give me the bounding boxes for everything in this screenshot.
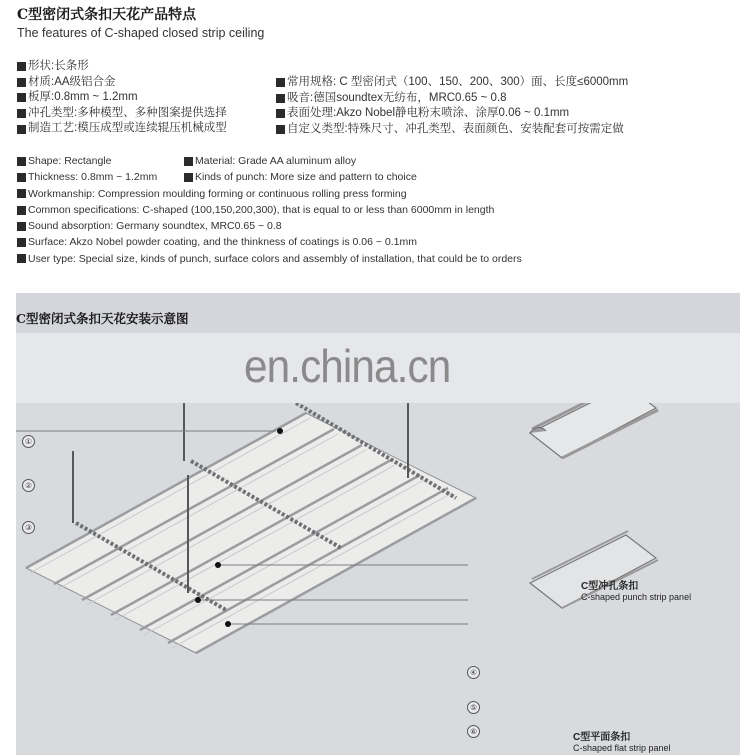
- feature-item: 板厚:0.8mm ~ 1.2mm: [17, 90, 227, 106]
- bullet-square-icon: [276, 109, 285, 118]
- punch-strip-panel-illustration: [530, 403, 658, 458]
- features-en: [17, 153, 522, 267]
- feature-item: 表面处理:Akzo Nobel静电粉末喷涂、涂厚0.06 ~ 0.1mm: [276, 106, 628, 122]
- bullet-square-icon: [17, 93, 26, 102]
- bullet-square-icon: [17, 189, 26, 198]
- feature-item: 吸音:德国soundtex无纺布，MRC0.65 ~ 0.8: [276, 91, 628, 107]
- callout-5: ⑤: [467, 701, 480, 714]
- callout-4: ④: [467, 666, 480, 679]
- bullet-square-icon: [276, 78, 285, 87]
- watermark: en.china.cn: [244, 340, 451, 392]
- bullet-square-icon: [17, 157, 26, 166]
- bullet-square-icon: [17, 125, 26, 134]
- feature-item: Shape: Rectangle Material: Grade AA aluminum alloy: [17, 153, 522, 169]
- bullet-square-icon: [17, 238, 26, 247]
- feature-item: Surface: Akzo Nobel powder coating, and the thinkness of coatings is 0.06 ~ 0.1mm: [17, 234, 522, 250]
- bullet-square-icon: [17, 62, 26, 71]
- product-label-flat: C型平面条扣 C-shaped flat strip panel: [573, 732, 671, 753]
- features-cn-left: [17, 59, 227, 137]
- feature-item: 冲孔类型:多种模型、多种图案提供选择: [17, 106, 227, 122]
- callout-2: ②: [22, 479, 35, 492]
- bullet-square-icon: [17, 109, 26, 118]
- bullet-square-icon: [276, 125, 285, 134]
- feature-item: 形状:长条形: [17, 59, 227, 75]
- feature-item: 材质:AA级铝合金: [17, 75, 227, 91]
- bullet-square-icon: [17, 206, 26, 215]
- page-title-cn: C型密闭式条扣天花产品特点: [17, 7, 197, 23]
- callout-6: ⑥: [467, 725, 480, 738]
- bullet-square-icon: [17, 78, 26, 87]
- feature-item: Workmanship: Compression moulding forming or continuous rolling press forming: [17, 186, 522, 202]
- bullet-square-icon: [17, 173, 26, 182]
- callout-3: ③: [22, 521, 35, 534]
- diagram-header: [16, 293, 740, 333]
- bullet-square-icon: [184, 157, 193, 166]
- feature-item: Sound absorption: Germany soundtex, MRC0.65 ~ 0.8: [17, 218, 522, 234]
- feature-item: 自定义类型:特殊尺寸、冲孔类型、表面颜色、安装配套可按需定做: [276, 122, 628, 138]
- product-label-punch: C型冲孔条扣 C-shaped punch strip panel: [581, 581, 692, 602]
- feature-item: 制造工艺:模压成型或连续辊压机械成型: [17, 121, 227, 137]
- feature-item: 常用规格: C 型密闭式（100、150、200、300）面、长度≤6000mm: [276, 75, 628, 91]
- bullet-square-icon: [17, 222, 26, 231]
- callout-1: ①: [22, 435, 35, 448]
- installation-diagram-panel: [16, 293, 740, 755]
- feature-item: Common specifications: C-shaped (100,150,200,300), that is equal to or less than 6000mm in length: [17, 202, 522, 218]
- diagram-title: C型密闭式条扣天花安装示意图: [16, 311, 189, 326]
- bullet-square-icon: [17, 254, 26, 263]
- features-cn-right: [276, 75, 628, 137]
- feature-item: Thickness: 0.8mm ~ 1.2mm Kinds of punch: More size and pattern to choice: [17, 169, 522, 185]
- bullet-square-icon: [276, 94, 285, 103]
- feature-item: User type: Special size, kinds of punch, surface colors and assembly of installation, that could be to orders: [17, 251, 522, 267]
- bullet-square-icon: [184, 173, 193, 182]
- page-title-en: The features of C-shaped closed strip ceiling: [17, 26, 265, 40]
